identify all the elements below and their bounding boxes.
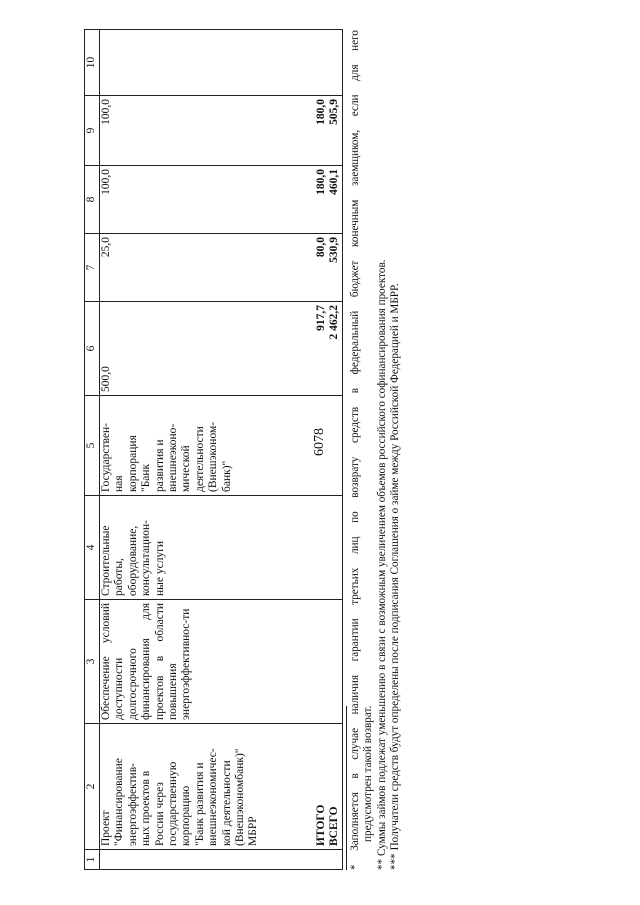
- page-number: 6078: [312, 428, 327, 456]
- itogo-label: ИТОГО: [315, 724, 328, 850]
- vsego-col6: 2 462,2: [328, 302, 342, 396]
- table-row: [100, 30, 261, 870]
- vsego-col8: 460,1: [328, 166, 342, 234]
- footnote-3: *** Получатели средств будут определены после подписания Соглашения о займе между Российской Федерацией и МБРР.: [389, 283, 402, 870]
- footnote-2: ** Суммы займов подлежат уменьшению в связи с возможным увеличением объемов российского софинансирования проектов.: [375, 259, 388, 870]
- col-number: 10: [85, 30, 100, 96]
- borrower: Государствен- ная корпорация "Банк развития и внешнеэконо- мической деятельности (Внешэконом- банк)": [100, 396, 261, 496]
- vsego-col7: 530,9: [328, 234, 342, 302]
- footnote-1: * Заполняется в случае наличия гарантии третьих лиц по возврату средств в федеральный бюджет конечным заемщиком, если для него: [349, 30, 361, 870]
- col-number: 8: [85, 166, 100, 234]
- col-number: 5: [85, 396, 100, 496]
- col-number: 3: [85, 600, 100, 724]
- itogo-col9: 180,0: [315, 96, 328, 166]
- row-cell-1: [100, 850, 261, 870]
- footnotes: [346, 30, 403, 870]
- footnote-1-cont: предусмотрен такой возврат.: [362, 705, 375, 842]
- itogo-row: [315, 30, 328, 870]
- itogo-col7: 80,0: [315, 234, 328, 302]
- amount-col6: 500,0: [100, 302, 261, 396]
- data-table: [84, 29, 343, 870]
- amount-col9: 100,0: [100, 96, 261, 166]
- rotated-sheet: [84, 30, 424, 870]
- amount-col8: 100,0: [100, 166, 261, 234]
- vsego-label: ВСЕГО: [328, 724, 342, 850]
- project-goal: Обеспечение условий доступности долгосрочного финансирования для проектов в области повышения энергоэффективнос-ти: [100, 600, 261, 724]
- header-row: [85, 30, 100, 870]
- vsego-row: [328, 30, 342, 870]
- project-name: Проект "Финансирование энергоэффектив- ных проектов в России через государственную корпорацию "Банк развития и внешнеэкономичес- кой деятельности (Внешэкономбанк)" МБРР: [100, 724, 261, 850]
- amount-col10: [100, 30, 261, 96]
- col-number: 7: [85, 234, 100, 302]
- spacer-row: [261, 30, 315, 870]
- itogo-col8: 180,0: [315, 166, 328, 234]
- col-number: 4: [85, 496, 100, 600]
- col-number: 6: [85, 302, 100, 396]
- footnote-rule: [346, 706, 347, 870]
- col-number: 1: [85, 850, 100, 870]
- col-number: 2: [85, 724, 100, 850]
- vsego-col9: 505,9: [328, 96, 342, 166]
- expense-type: Строительные работы, оборудование, консультацион- ные услуги: [100, 496, 261, 600]
- amount-col7: 25,0: [100, 234, 261, 302]
- itogo-col6: 917,7: [315, 302, 328, 396]
- col-number: 9: [85, 96, 100, 166]
